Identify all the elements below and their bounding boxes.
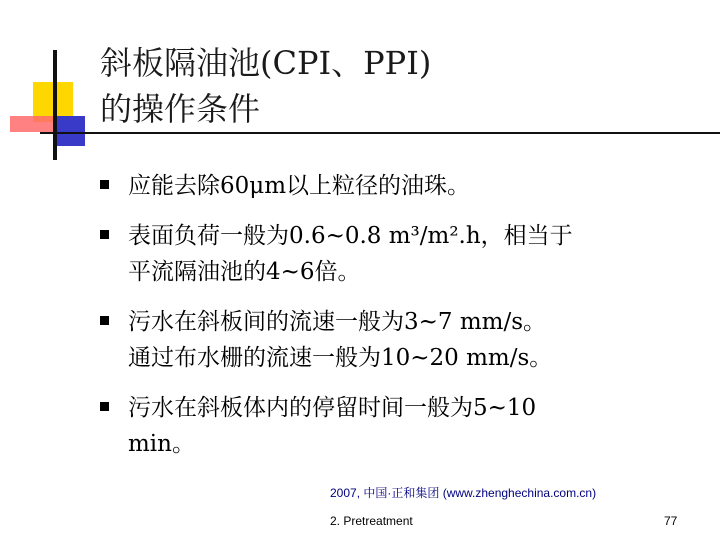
bullet-square-icon [100,402,109,411]
bullet-item [100,390,700,462]
title-underline [40,132,720,134]
bullet-text: 污水在斜板体内的停留时间一般为5~10 [128,395,537,421]
bullet-item [100,304,700,376]
footer-section-label: 2. Pretreatment [330,514,413,528]
page-number: 77 [664,514,678,528]
bullet-list [100,168,700,476]
bullet-text: 应能去除60μm以上粒径的油珠。 [128,173,471,199]
decor-blue-square [55,116,85,146]
title-line-2: 的操作条件 [100,90,261,128]
footer-credit: 2007, 中国·正和集团 (www.zhenghechina.com.cn) [330,486,597,500]
bullet-item [100,218,700,290]
bullet-item [100,168,700,204]
slide-title [100,40,700,132]
bullet-square-icon [100,230,109,239]
bullet-square-icon [100,316,109,325]
title-line-1: 斜板隔油池(CPI、PPI) [100,44,432,82]
bullet-text-cont: min。 [128,431,195,457]
bullet-text: 污水在斜板间的流速一般为3~7 mm/s。 [128,309,547,335]
bullet-text-cont: 平流隔油池的4~6倍。 [128,259,361,285]
decor-red-bar [10,116,58,132]
bullet-text-cont: 通过布水栅的流速一般为10~20 mm/s。 [128,345,553,371]
bullet-square-icon [100,180,109,189]
bullet-text: 表面负荷一般为0.6~0.8 m³/m².h，相当于 [128,223,573,249]
decor-vertical-line [53,50,57,160]
